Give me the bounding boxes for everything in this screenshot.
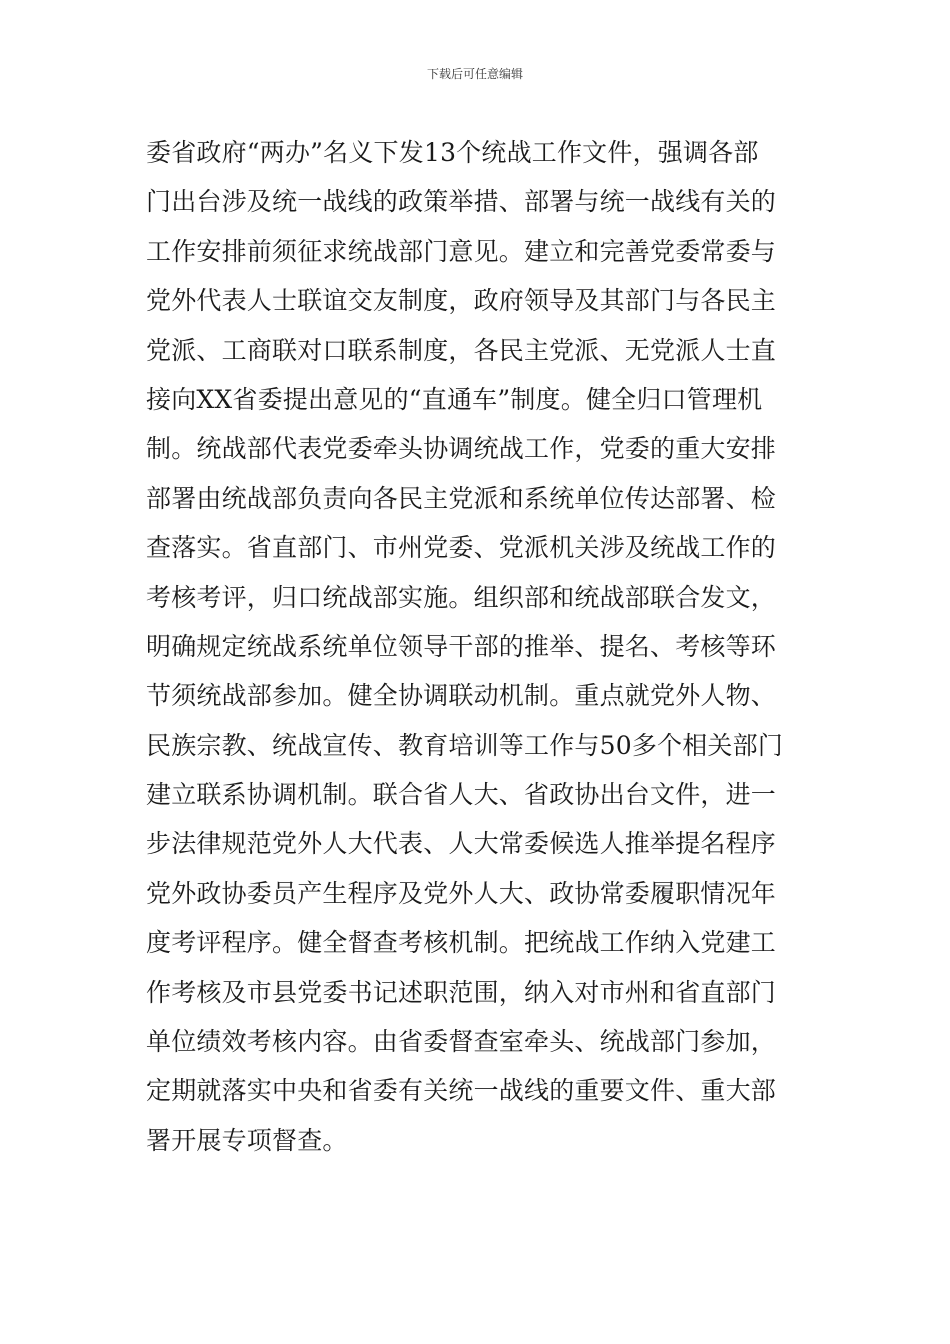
body-line-3: 工作安排前须征求统战部门意见。建立和完善党委常委与 bbox=[146, 236, 777, 266]
body-line-9: 查落实。省直部门、市州党委、党派机关涉及统战工作的 bbox=[146, 533, 777, 563]
body-line-8: 部署由统战部负责向各民主党派和系统单位传达部署、检 bbox=[146, 483, 777, 513]
body-line-7: 制。统战部代表党委牵头协调统战工作，党委的重大安排 bbox=[146, 434, 777, 464]
body-line-10: 考核考评，归口统战部实施。组织部和统战部联合发文， bbox=[146, 582, 777, 612]
body-line-6: 接向XX省委提出意见的“直通车”制度。健全归口管理机 bbox=[146, 384, 763, 414]
body-line-1: 委省政府“两办”名义下发13个统战工作文件，强调各部 bbox=[146, 138, 759, 167]
body-line-19: 单位绩效考核内容。由省委督查室牵头、统战部门参加， bbox=[146, 1027, 777, 1057]
body-line-11: 明确规定统战系统单位领导干部的推举、提名、考核等环 bbox=[146, 631, 777, 661]
body-line-2: 门出台涉及统一战线的政策举措、部署与统一战线有关的 bbox=[146, 187, 777, 217]
body-line-21: 署开展专项督查。 bbox=[146, 1125, 348, 1155]
page-header: 下载后可任意编辑 bbox=[426, 67, 523, 81]
body-line-4: 党外代表人士联谊交友制度，政府领导及其部门与各民主 bbox=[146, 286, 777, 316]
body-line-20: 定期就落实中央和省委有关统一战线的重要文件、重大部 bbox=[146, 1076, 777, 1106]
body-line-16: 党外政协委员产生程序及党外人大、政协常委履职情况年 bbox=[146, 878, 777, 908]
body-line-15: 步法律规范党外人大代表、人大常委候选人推举提名程序 bbox=[146, 829, 777, 859]
body-line-17: 度考评程序。健全督查考核机制。把统战工作纳入党建工 bbox=[146, 928, 777, 958]
body-line-13: 民族宗教、统战宣传、教育培训等工作与50多个相关部门 bbox=[146, 730, 784, 760]
body-line-18: 作考核及市县党委书记述职范围，纳入对市州和省直部门 bbox=[146, 977, 777, 1007]
body-line-14: 建立联系协调机制。联合省人大、省政协出台文件，进一 bbox=[146, 780, 777, 810]
body-text bbox=[146, 128, 810, 1165]
body-line-5: 党派、工商联对口联系制度，各民主党派、无党派人士直 bbox=[146, 335, 777, 365]
body-line-12: 节须统战部参加。健全协调联动机制。重点就党外人物、 bbox=[146, 681, 777, 711]
